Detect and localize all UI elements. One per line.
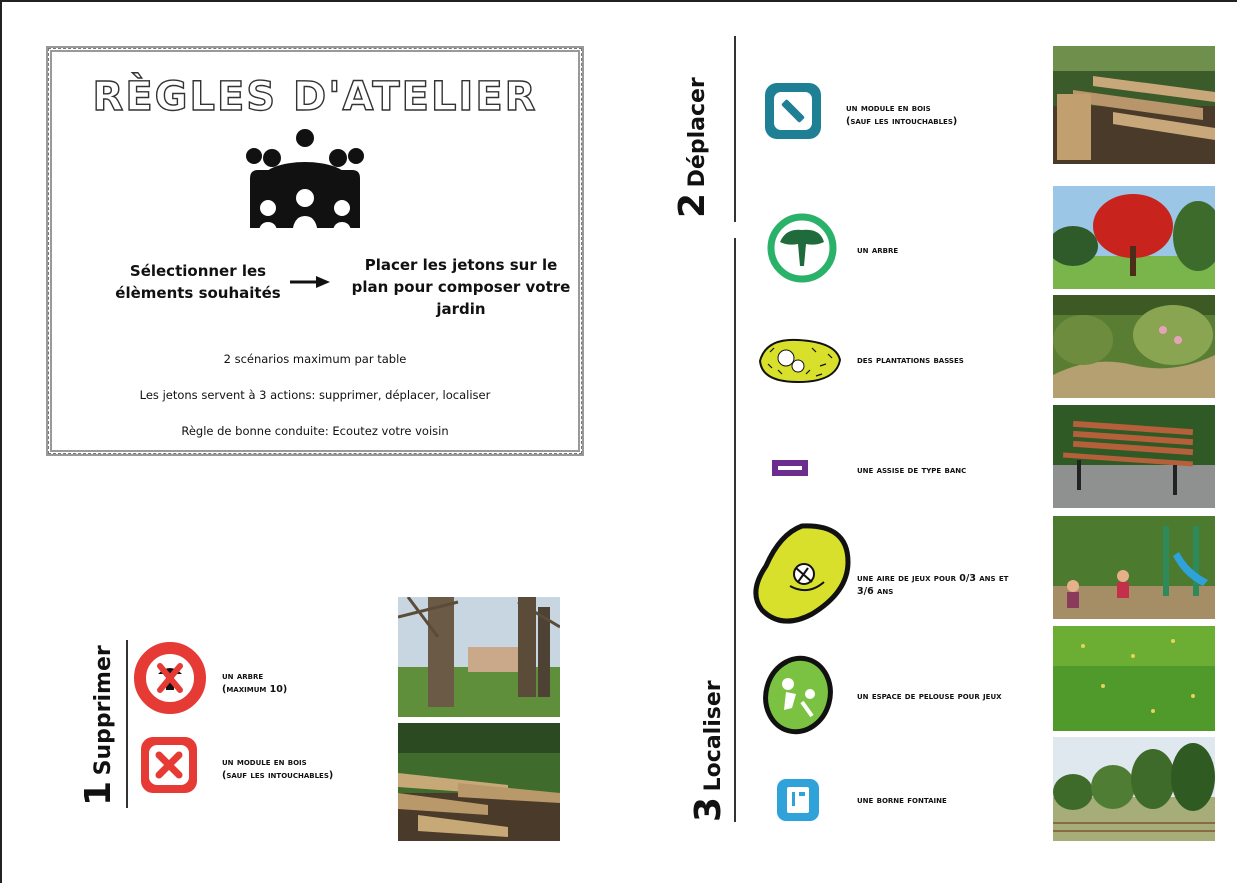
- section-label: Déplacer: [685, 77, 710, 188]
- park-fountain-photo: [1053, 737, 1215, 841]
- item-text: une aire de jeux pour 0/3 ans et 3/6 ans: [857, 573, 1009, 597]
- wood-modules-photo: [1053, 46, 1215, 164]
- fountain-icon: [776, 778, 820, 822]
- crossed-module-icon: [138, 734, 200, 796]
- item-text: des plantations basses: [857, 355, 964, 366]
- section-divider: [734, 238, 736, 822]
- wood-module-icon: [762, 80, 824, 142]
- crossed-tree-icon: [134, 642, 206, 714]
- wood-benches-photo: [398, 723, 560, 841]
- low-plants-icon: [756, 336, 844, 386]
- rule-actions: Les jetons servent à 3 actions: supprimer, déplacer, localiser: [139, 388, 491, 402]
- arrow-right-icon: [290, 274, 330, 290]
- group-table-icon: [240, 128, 370, 238]
- item-text: un module en bois (sauf les intouchables): [222, 757, 334, 781]
- section-number: 3: [688, 796, 729, 822]
- lawn-photo: [1053, 626, 1215, 731]
- section-deplacer-heading: [672, 77, 713, 218]
- section-localiser-heading: [688, 680, 729, 822]
- step-place-text: Placer les jetons sur le plan pour composer votre jardin: [351, 256, 571, 318]
- playground-icon: [752, 522, 852, 626]
- item-text: un espace de pelouse pour jeux: [857, 691, 1002, 702]
- item-text: une assise de type banc: [857, 465, 967, 476]
- section-label: Localiser: [701, 680, 726, 792]
- bench-photo: [1053, 405, 1215, 508]
- section-divider: [126, 640, 128, 808]
- trees-park-photo: [398, 597, 560, 717]
- playground-photo: [1053, 516, 1215, 619]
- tree-icon: [766, 212, 838, 284]
- rules-title: RÈGLES D'ATELIER: [92, 74, 538, 120]
- step-select-text: Sélectionner les élèments souhaités: [115, 262, 281, 302]
- section-number: 1: [78, 780, 119, 806]
- section-divider: [734, 36, 736, 222]
- section-supprimer-heading: [78, 645, 119, 806]
- low-plants-photo: [1053, 295, 1215, 398]
- item-text: un arbre: [857, 245, 899, 256]
- item-text: un arbre (maximum 10): [222, 671, 288, 695]
- item-text: un module en bois (sauf les intouchables): [846, 103, 958, 127]
- rule-conduct: Règle de bonne conduite: Ecoutez votre voisin: [181, 424, 449, 438]
- lawn-play-icon: [762, 654, 834, 736]
- rule-scenarios: 2 scénarios maximum par table: [223, 352, 407, 366]
- item-text: une borne fontaine: [857, 795, 947, 806]
- red-tree-photo: [1053, 186, 1215, 289]
- section-label: Supprimer: [91, 645, 116, 776]
- bench-icon: [772, 460, 808, 476]
- rules-panel: [46, 46, 584, 456]
- section-number: 2: [672, 192, 713, 218]
